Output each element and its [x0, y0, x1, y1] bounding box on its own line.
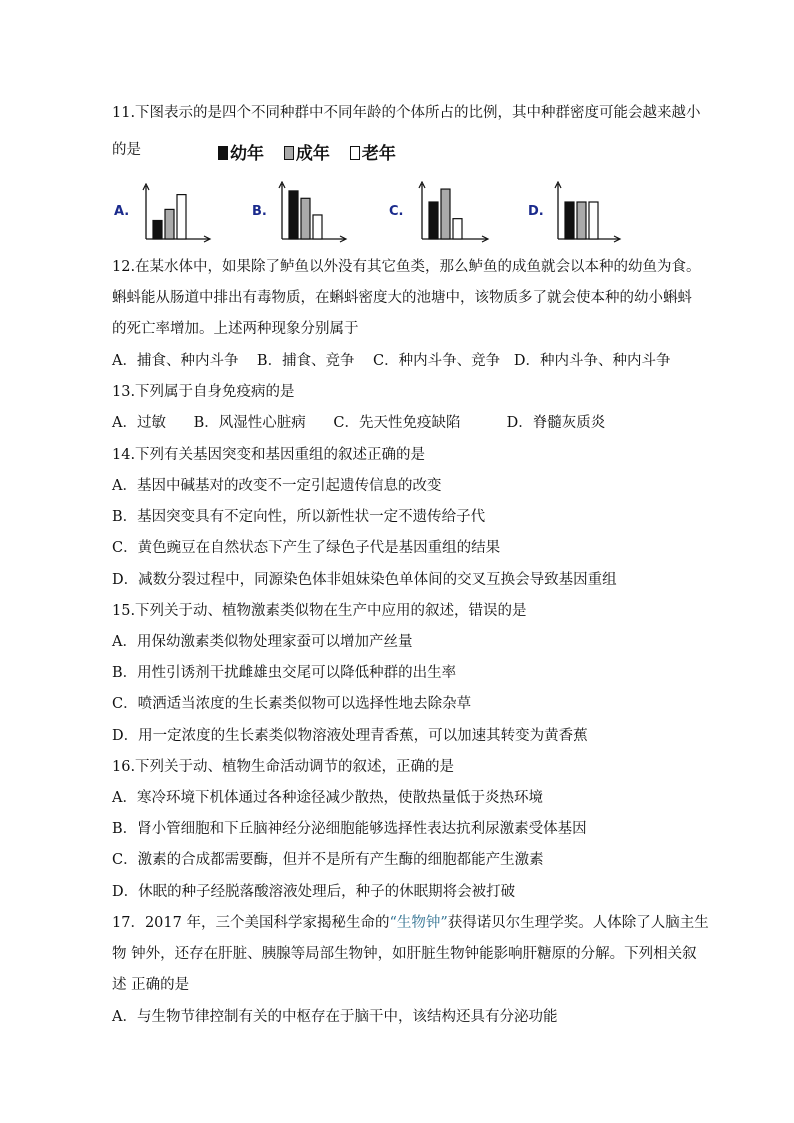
legend-label-old: 老年: [361, 144, 396, 164]
q16-stem: 16.下列关于动、植物生命活动调节的叙述，正确的是: [112, 759, 455, 775]
chart-b-bar-adult: [301, 198, 310, 239]
q11-legend: [218, 139, 396, 164]
q11-chart-d: [550, 181, 622, 243]
chart-b-bar-old: [313, 215, 322, 239]
q15-option-d: D．用一定浓度的生长素类似物溶液处理青香蕉，可以加速其转变为黄香蕉: [112, 728, 588, 744]
chart-d-bar-old: [589, 202, 598, 239]
q12-options: A．捕食、种内斗争 B．捕食、竞争 C．种内斗争、竞争 D．种内斗争、种内斗争: [112, 353, 671, 369]
q14-option-b: B．基因突变具有不定向性，所以新性状一定不遗传给子代: [112, 509, 486, 525]
q17-stem-line3: 述 正确的是: [112, 977, 190, 993]
chart-c-bar-adult: [441, 189, 450, 239]
q16-option-b: B．肾小管细胞和下丘脑神经分泌细胞能够选择性表达抗利尿激素受体基因: [112, 821, 587, 837]
chart-a-bar-old: [177, 195, 186, 239]
q12-stem-line1: 12.在某水体中，如果除了鲈鱼以外没有其它鱼类，那么鲈鱼的成鱼就会以本种的幼鱼为食。: [112, 259, 701, 275]
q12-stem-line2: 蝌蚪能从肠道中排出有毒物质，在蝌蚪密度大的池塘中，该物质多了就会使本种的幼小蝌蚪: [112, 290, 692, 306]
q16-option-d: D．休眠的种子经脱落酸溶液处理后，种子的休眠期将会被打破: [112, 884, 516, 900]
chart-c-bar-young: [429, 202, 438, 239]
q12-stem-line3: 的死亡率增加。上述两种现象分别属于: [112, 321, 359, 337]
q14-option-a: A．基因中碱基对的改变不一定引起遗传信息的改变: [112, 478, 442, 494]
chart-b-bar-young: [289, 191, 298, 239]
q14-stem: 14.下列有关基因突变和基因重组的叙述正确的是: [112, 447, 426, 463]
q11-chart-a: [138, 183, 212, 243]
q11-option-d-label: D.: [528, 204, 544, 219]
q14-option-d: D．减数分裂过程中，同源染色体非姐妹染色单体间的交叉互换会导致基因重组: [112, 572, 617, 588]
q11-option-a-label: A.: [114, 204, 130, 219]
legend-label-adult: 成年: [295, 144, 330, 164]
legend-swatch-adult: [284, 146, 294, 160]
q14-option-c: C．黄色豌豆在自然状态下产生了绿色子代是基因重组的结果: [112, 540, 501, 556]
q11-option-c-label: C.: [389, 204, 404, 219]
q13-stem: 13.下列属于自身免疫病的是: [112, 384, 295, 400]
legend-swatch-old: [350, 146, 360, 160]
q17-stem-line1: [112, 914, 709, 932]
q17-option-a: A．与生物节律控制有关的中枢存在于脑干中，该结构还具有分泌功能: [112, 1009, 558, 1025]
chart-a-bar-young: [153, 221, 162, 240]
q11-option-b-label: B.: [252, 204, 267, 219]
q15-option-a: A．用保幼激素类似物处理家蚕可以增加产丝量: [112, 634, 413, 650]
q16-option-c: C．激素的合成都需要酶，但并不是所有产生酶的细胞都能产生激素: [112, 852, 544, 868]
q11-chart-c: [414, 181, 490, 243]
q17-highlight-term: “生物钟”: [389, 915, 448, 931]
q15-option-c: C．喷洒适当浓度的生长素类似物可以选择性地去除杂草: [112, 696, 472, 712]
legend-swatch-young: [218, 146, 228, 160]
q11-stem-line1: 11.下图表示的是四个不同种群中不同年龄的个体所占的比例，其中种群密度可能会越来越小: [112, 105, 701, 121]
legend-label-young: 幼年: [230, 144, 264, 164]
q17-stem-line1-post: 获得诺贝尔生理学奖。人体除了人脑主生: [447, 915, 709, 931]
q13-options: A．过敏 B．风湿性心脏病 C．先天性免疫缺陷 D．脊髓灰质炎: [112, 415, 606, 431]
q11-chart-b: [274, 181, 348, 243]
chart-c-bar-old: [453, 219, 462, 239]
q16-option-a: A．寒冷环境下机体通过各种途径减少散热，使散热量低于炎热环境: [112, 790, 543, 806]
chart-d-bar-young: [565, 202, 574, 239]
q11-stem-line2: 的是: [112, 142, 141, 158]
chart-a-bar-adult: [165, 209, 174, 239]
q17-stem-line2: 物 钟外，还存在肝脏、胰腺等局部生物钟，如肝脏生物钟能影响肝糖原的分解。下列相关叙: [112, 946, 697, 962]
q15-stem: 15.下列关于动、植物激素类似物在生产中应用的叙述，错误的是: [112, 603, 527, 619]
q15-option-b: B．用性引诱剂干扰雌雄虫交尾可以降低种群的出生率: [112, 665, 457, 681]
chart-d-bar-adult: [577, 202, 586, 239]
q17-stem-line1-pre: 17．2017 年，三个美国科学家揭秘生命的: [112, 915, 390, 931]
